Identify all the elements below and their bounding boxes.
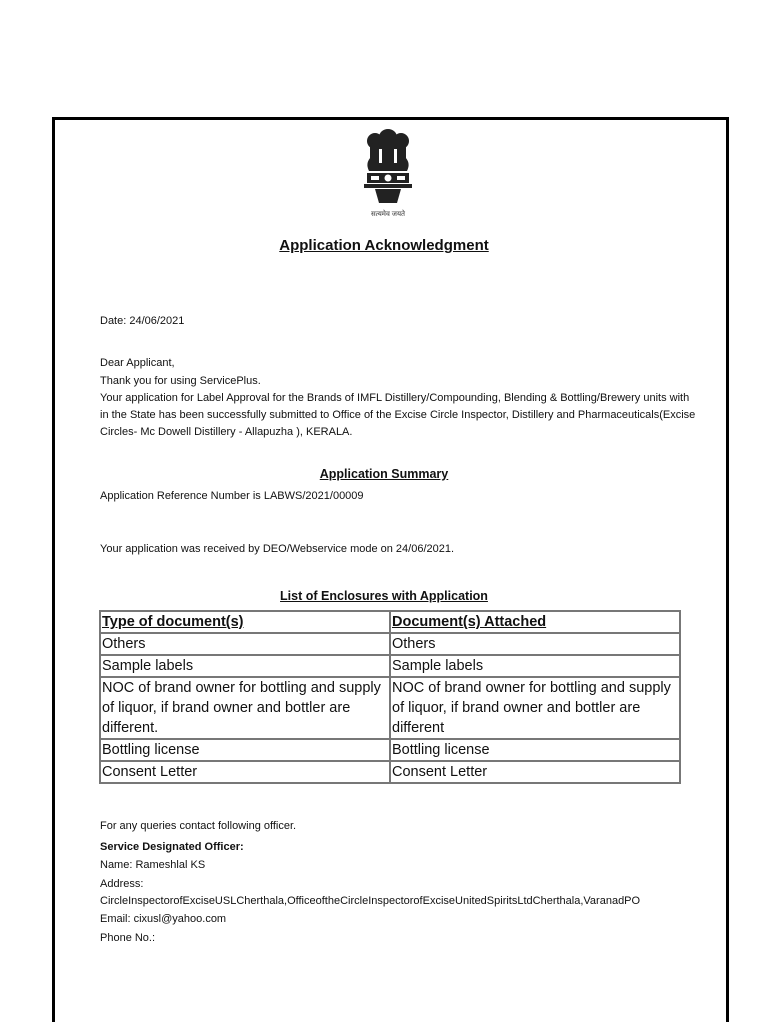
- enclosures-title: List of Enclosures with Application: [280, 589, 488, 603]
- thanks-line: Thank you for using ServicePlus.: [100, 375, 261, 387]
- summary-title: Application Summary: [319, 467, 449, 481]
- emblem-motto: सत्यमेव जयते: [370, 211, 406, 218]
- table-cell: Sample labels: [390, 655, 680, 677]
- officer-email: Email: cixusl@yahoo.com: [100, 913, 227, 925]
- table-cell: NOC of brand owner for bottling and supply of liquor, if brand owner and bottler are different: [390, 677, 680, 739]
- table-row: [100, 677, 680, 739]
- received-line: Your application was received by DEO/Webservice mode on 24/06/2021.: [100, 543, 455, 555]
- table-cell: Bottling license: [100, 739, 390, 761]
- body-paragraph: Your application for Label Approval for the Brands of IMFL Distillery/Compounding, Blending & Bottling/Brewery units with in the State has been successfully submitted to Office of the Excise Circle Inspector, Distillery and Pharmaceuticals(Excise Circles- Mc Dowell Distillery - Allapuzha ), KERALA.: [100, 392, 696, 438]
- table-cell: Consent Letter: [100, 761, 390, 783]
- reference-number: Application Reference Number is LABWS/2021/00009: [100, 490, 364, 502]
- table-cell: Bottling license: [390, 739, 680, 761]
- officer-name: Name: Rameshlal KS: [100, 859, 206, 871]
- date-line: Date: 24/06/2021: [100, 315, 185, 327]
- table-row: [100, 761, 680, 783]
- column-header-type: Type of document(s): [100, 611, 390, 633]
- address-label: Address:: [100, 878, 144, 890]
- table-row: [100, 739, 680, 761]
- table-row: [100, 633, 680, 655]
- table-cell: Others: [100, 633, 390, 655]
- table-cell: NOC of brand owner for bottling and supply of liquor, if brand owner and bottler are different.: [100, 677, 390, 739]
- table-header-row: [100, 611, 680, 633]
- table-cell: Others: [390, 633, 680, 655]
- national-emblem-icon: [361, 127, 415, 209]
- greeting: Dear Applicant,: [100, 357, 175, 369]
- officer-heading: Service Designated Officer:: [100, 841, 244, 853]
- officer-address: CircleInspectorofExciseUSLCherthala,OfficeoftheCircleInspectorofExciseUnitedSpiritsLtdCherthala,VaranadPO: [100, 895, 641, 907]
- table-cell: Consent Letter: [390, 761, 680, 783]
- page-title: Application Acknowledgment: [279, 237, 489, 254]
- table-cell: Sample labels: [100, 655, 390, 677]
- column-header-attached: Document(s) Attached: [390, 611, 680, 633]
- contact-intro: For any queries contact following officer.: [100, 820, 297, 832]
- enclosures-table: [99, 610, 681, 784]
- table-row: [100, 655, 680, 677]
- officer-phone: Phone No.:: [100, 932, 156, 944]
